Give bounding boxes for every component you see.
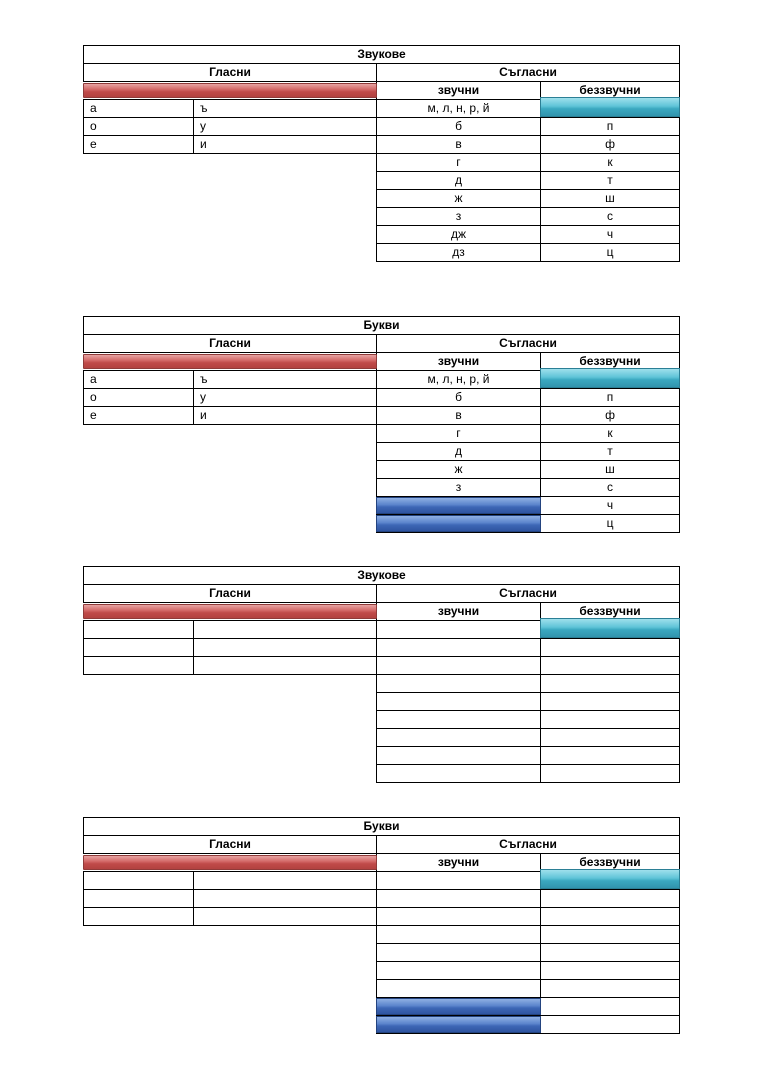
digraph-color-bar — [376, 998, 541, 1015]
vowels-color-bar — [83, 604, 377, 619]
voiceless-consonant-cell — [540, 961, 680, 980]
vowel-cell: и — [193, 406, 377, 425]
voiced-consonant-cell — [376, 746, 541, 765]
vowel-cell: ъ — [193, 370, 377, 389]
voiced-header: звучни — [376, 81, 541, 100]
voiced-consonant-cell: в — [376, 135, 541, 154]
voiced-consonant-cell — [376, 907, 541, 926]
vowels-color-bar — [83, 354, 377, 369]
vowel-cell — [193, 638, 377, 657]
voiced-consonant-cell — [376, 710, 541, 729]
voiceless-header: беззвучни — [540, 602, 680, 621]
voiced-consonant-cell: дж — [376, 225, 541, 244]
voiced-consonant-cell: з — [376, 207, 541, 226]
voiceless-consonant-cell: ц — [540, 243, 680, 262]
voiced-consonant-cell — [376, 638, 541, 657]
voiceless-consonant-cell — [540, 997, 680, 1016]
vowel-cell: а — [83, 99, 194, 118]
voiceless-consonant-cell — [540, 889, 680, 908]
voiced-consonant-cell — [376, 764, 541, 783]
voiceless-header: беззвучни — [540, 352, 680, 371]
voiceless-consonant-cell: ш — [540, 189, 680, 208]
voiced-consonant-cell — [376, 979, 541, 998]
vowel-cell: ъ — [193, 99, 377, 118]
vowel-cell — [193, 871, 377, 890]
voiceless-consonant-cell — [540, 692, 680, 711]
voiced-consonant-cell: б — [376, 117, 541, 136]
voiced-consonant-cell: ж — [376, 460, 541, 479]
vowel-cell: е — [83, 406, 194, 425]
voiced-consonant-cell: д — [376, 171, 541, 190]
voiced-consonant-cell: д — [376, 442, 541, 461]
voiceless-consonant-cell: ц — [540, 514, 680, 533]
voiceless-color-bar — [540, 869, 680, 889]
voiceless-consonant-cell: к — [540, 153, 680, 172]
voiceless-consonant-cell: к — [540, 424, 680, 443]
voiceless-consonant-cell — [540, 728, 680, 747]
voiceless-color-bar — [540, 618, 680, 638]
voiceless-color-bar — [540, 97, 680, 117]
vowel-cell — [193, 889, 377, 908]
vowel-cell: а — [83, 370, 194, 389]
vowel-cell — [193, 907, 377, 926]
vowel-cell — [193, 656, 377, 675]
voiced-consonant-cell — [376, 961, 541, 980]
vowel-cell — [83, 871, 194, 890]
voiceless-consonant-cell: ф — [540, 135, 680, 154]
voiced-consonant-cell — [376, 925, 541, 944]
voiceless-header: беззвучни — [540, 853, 680, 872]
voiced-consonant-cell — [376, 728, 541, 747]
voiced-consonant-cell — [376, 692, 541, 711]
digraph-color-bar — [376, 515, 541, 532]
voiceless-consonant-cell — [540, 746, 680, 765]
voiceless-consonant-cell: ч — [540, 225, 680, 244]
vowel-cell: и — [193, 135, 377, 154]
voiced-consonant-cell — [376, 674, 541, 693]
vowel-cell — [83, 638, 194, 657]
voiceless-consonant-cell — [540, 907, 680, 926]
table-title: Букви — [83, 316, 680, 335]
voiced-consonant-cell: дз — [376, 243, 541, 262]
vowel-cell: о — [83, 117, 194, 136]
voiceless-consonant-cell — [540, 638, 680, 657]
voiceless-consonant-cell: с — [540, 207, 680, 226]
voiceless-consonant-cell: т — [540, 171, 680, 190]
vowels-header: Гласни — [83, 835, 377, 854]
consonants-header: Съгласни — [376, 334, 680, 353]
voiced-header: звучни — [376, 352, 541, 371]
voiced-header: звучни — [376, 853, 541, 872]
voiceless-consonant-cell: с — [540, 478, 680, 497]
vowels-header: Гласни — [83, 584, 377, 603]
voiced-consonant-cell — [376, 943, 541, 962]
voiced-consonant-cell: ж — [376, 189, 541, 208]
voiceless-consonant-cell — [540, 764, 680, 783]
voiceless-consonant-cell — [540, 656, 680, 675]
voiced-consonant-cell: г — [376, 153, 541, 172]
voiced-consonant-cell: в — [376, 406, 541, 425]
voiceless-consonant-cell — [540, 925, 680, 944]
consonants-header: Съгласни — [376, 835, 680, 854]
voiced-consonant-cell: м, л, н, р, й — [376, 99, 541, 118]
voiced-header: звучни — [376, 602, 541, 621]
voiced-consonant-cell: м, л, н, р, й — [376, 370, 541, 389]
voiceless-header: беззвучни — [540, 81, 680, 100]
vowel-cell — [83, 620, 194, 639]
voiced-consonant-cell: б — [376, 388, 541, 407]
vowels-header: Гласни — [83, 63, 377, 82]
table-title: Звукове — [83, 566, 680, 585]
table-title: Букви — [83, 817, 680, 836]
voiceless-consonant-cell: ш — [540, 460, 680, 479]
vowel-cell — [83, 907, 194, 926]
digraph-color-bar — [376, 1016, 541, 1033]
voiceless-consonant-cell: ф — [540, 406, 680, 425]
vowel-cell — [83, 889, 194, 908]
vowels-color-bar — [83, 855, 377, 870]
voiced-consonant-cell: г — [376, 424, 541, 443]
voiceless-consonant-cell — [540, 979, 680, 998]
voiceless-consonant-cell: п — [540, 117, 680, 136]
consonants-header: Съгласни — [376, 63, 680, 82]
voiced-consonant-cell — [376, 620, 541, 639]
vowel-cell: е — [83, 135, 194, 154]
voiced-consonant-cell: з — [376, 478, 541, 497]
voiced-consonant-cell — [376, 871, 541, 890]
vowel-cell: у — [193, 117, 377, 136]
voiceless-consonant-cell: т — [540, 442, 680, 461]
voiceless-consonant-cell — [540, 943, 680, 962]
table-title: Звукове — [83, 45, 680, 64]
vowel-cell — [193, 620, 377, 639]
voiced-consonant-cell — [376, 656, 541, 675]
voiceless-consonant-cell: п — [540, 388, 680, 407]
voiceless-consonant-cell: ч — [540, 496, 680, 515]
voiceless-consonant-cell — [540, 674, 680, 693]
vowel-cell: у — [193, 388, 377, 407]
vowel-cell: о — [83, 388, 194, 407]
voiced-consonant-cell — [376, 889, 541, 908]
voiceless-consonant-cell — [540, 1015, 680, 1034]
digraph-color-bar — [376, 497, 541, 514]
vowels-color-bar — [83, 83, 377, 98]
voiceless-color-bar — [540, 368, 680, 388]
consonants-header: Съгласни — [376, 584, 680, 603]
voiceless-consonant-cell — [540, 710, 680, 729]
vowels-header: Гласни — [83, 334, 377, 353]
vowel-cell — [83, 656, 194, 675]
